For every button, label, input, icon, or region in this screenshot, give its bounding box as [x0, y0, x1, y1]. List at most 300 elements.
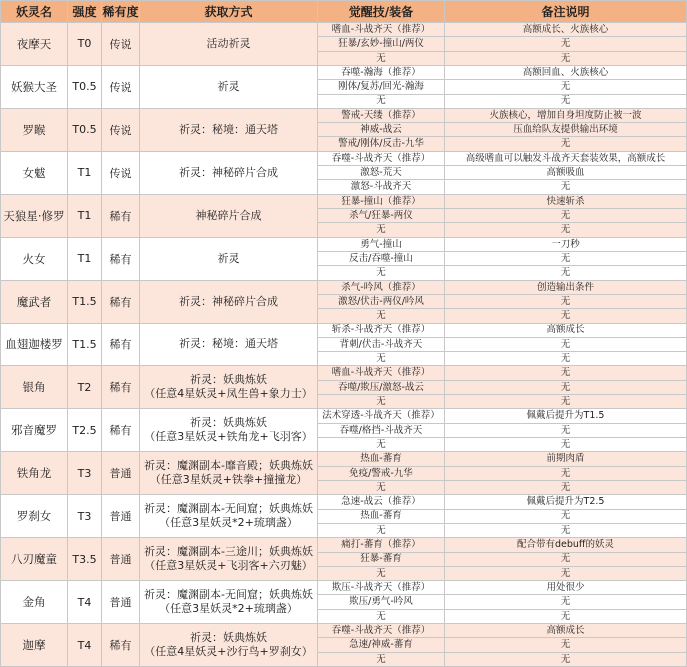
skill-equip-label: 嗜血-斗战齐天（推荐） [331, 23, 431, 35]
skill-equip-cell [318, 66, 445, 80]
skill-equip-label: 无 [376, 52, 386, 64]
note-label: 创造输出条件 [536, 281, 594, 293]
tier-label: T0.5 [72, 80, 97, 94]
note-label: 无 [560, 610, 571, 622]
rarity-label: 稀有 [109, 424, 132, 438]
header-label: 备注说明 [541, 5, 590, 19]
skill-equip-label: 欺压-斗战齐天（推荐） [331, 582, 431, 594]
rarity-cell [102, 23, 140, 66]
rarity-cell [102, 624, 140, 667]
header-cell [1, 1, 68, 23]
skill-equip-cell [318, 152, 445, 166]
skill-equip-label: 激怒/伏击-两仪/吟风 [338, 295, 424, 307]
skill-equip-label: 无 [376, 395, 386, 407]
skill-equip-label: 警戒/刚体/反击-九华 [338, 138, 424, 150]
tier-cell [68, 366, 102, 409]
tier-label: T0.5 [72, 123, 97, 137]
note-label: 无 [560, 338, 571, 350]
note-cell [445, 66, 687, 80]
rarity-label: 稀有 [109, 295, 132, 309]
header-cell [140, 1, 318, 23]
skill-equip-label: 嗜血-斗战齐天（推荐） [331, 367, 431, 379]
spirit-name-cell [1, 452, 68, 495]
skill-equip-cell [318, 180, 445, 194]
note-cell [445, 381, 687, 395]
skill-equip-label: 法术穿透-斗战齐天（推荐） [322, 410, 440, 422]
tier-label: T3 [77, 466, 92, 480]
note-label: 压血给队友提供输出环境 [513, 124, 618, 136]
tier-label: T1 [77, 166, 92, 180]
skill-equip-cell [318, 281, 445, 295]
skill-equip-cell [318, 209, 445, 223]
skill-equip-cell [318, 438, 445, 452]
tier-label: T1.5 [72, 295, 97, 309]
skill-equip-label: 狂暴/玄妙-撞山/两仪 [338, 38, 424, 50]
rarity-label: 传说 [109, 166, 132, 180]
note-label: 无 [560, 181, 571, 193]
rarity-cell [102, 66, 140, 109]
note-cell [445, 137, 687, 151]
skill-equip-cell [318, 381, 445, 395]
tier-label: T1 [77, 209, 92, 223]
spirit-name: 天狼星·修罗 [3, 208, 65, 223]
skill-equip-label: 无 [376, 438, 386, 450]
header-label: 稀有度 [102, 5, 139, 19]
spirit-name: 血翅迦楼罗 [5, 337, 63, 352]
spirit-name: 迦摩 [22, 638, 46, 653]
tier-cell [68, 152, 102, 195]
note-label: 无 [560, 224, 571, 236]
skill-equip-cell [318, 567, 445, 581]
skill-equip-cell [318, 366, 445, 380]
note-label: 高额回血、火族核心 [522, 66, 609, 78]
note-label: 高额成长 [546, 624, 585, 636]
rarity-label: 稀有 [109, 209, 132, 223]
skill-equip-cell [318, 624, 445, 638]
note-label: 无 [560, 395, 571, 407]
skill-equip-cell [318, 238, 445, 252]
note-cell [445, 52, 687, 66]
rarity-cell [102, 281, 140, 324]
note-label: 无 [560, 424, 571, 436]
rarity-label: 传说 [109, 123, 132, 137]
skill-equip-cell [318, 510, 445, 524]
tier-cell [68, 495, 102, 538]
tier-cell [68, 66, 102, 109]
note-label: 无 [560, 252, 571, 264]
note-cell [445, 281, 687, 295]
tier-label: T0 [77, 37, 92, 51]
source-line: （任意3星妖灵+飞羽客+六刃魅） [144, 559, 313, 573]
skill-equip-cell [318, 581, 445, 595]
tier-cell [68, 324, 102, 367]
skill-equip-cell [318, 52, 445, 66]
skill-equip-cell [318, 309, 445, 323]
source-line: 祈灵：魔渊副本-靡音殿；妖典炼妖 [144, 459, 313, 473]
note-label: 高级嗜血可以触发斗战齐天套装效果，高额成长 [465, 152, 666, 164]
spirit-name: 妖猴大圣 [11, 79, 57, 94]
skill-equip-cell [318, 524, 445, 538]
tier-cell [68, 581, 102, 624]
note-cell [445, 223, 687, 237]
note-cell [445, 238, 687, 252]
skill-equip-cell [318, 610, 445, 624]
tier-cell [68, 538, 102, 581]
skill-equip-label: 免疫/警戒-九华 [349, 467, 413, 479]
note-label: 无 [560, 138, 571, 150]
skill-equip-label: 无 [376, 267, 386, 279]
tier-label: T1 [77, 252, 92, 266]
skill-equip-cell [318, 223, 445, 237]
spirit-name: 八刃魔童 [11, 552, 57, 567]
skill-equip-label: 警戒-天缕（推荐） [341, 109, 421, 121]
skill-equip-cell [318, 395, 445, 409]
source-cell [140, 452, 318, 495]
source-cell [140, 366, 318, 409]
note-cell [445, 409, 687, 423]
note-label: 火族核心，增加自身坦度防止被一波 [489, 109, 642, 121]
note-cell [445, 366, 687, 380]
note-cell [445, 653, 687, 667]
skill-equip-cell [318, 295, 445, 309]
skill-equip-label: 无 [376, 524, 386, 536]
header-cell [68, 1, 102, 23]
rarity-cell [102, 581, 140, 624]
note-label: 无 [560, 381, 571, 393]
spirit-name-cell [1, 495, 68, 538]
source-cell [140, 324, 318, 367]
source-line: 神秘碎片合成 [195, 208, 262, 222]
skill-equip-cell [318, 409, 445, 423]
spirit-name-cell [1, 366, 68, 409]
note-cell [445, 624, 687, 638]
spirit-name-cell [1, 624, 68, 667]
source-line: 祈灵：魔渊副本-无间窟；妖典炼妖 [144, 502, 313, 516]
spirit-name-cell [1, 23, 68, 66]
skill-equip-label: 急速-战云（推荐） [341, 496, 421, 508]
note-cell [445, 95, 687, 109]
source-line: 祈灵：秘境：通天塔 [179, 122, 278, 136]
skill-equip-label: 欺压/勇气-吟风 [349, 596, 413, 608]
source-line: （任意4星妖灵+凤生兽+象力士） [144, 387, 313, 401]
tier-cell [68, 624, 102, 667]
skill-equip-label: 无 [376, 610, 386, 622]
skill-equip-cell [318, 109, 445, 123]
note-label: 一刀秒 [551, 238, 580, 250]
rarity-cell [102, 452, 140, 495]
note-label: 无 [560, 367, 571, 379]
source-line: 祈灵 [217, 79, 240, 93]
rarity-cell [102, 195, 140, 238]
header-label: 妖灵名 [15, 5, 52, 19]
note-label: 无 [560, 553, 571, 565]
rarity-cell [102, 409, 140, 452]
note-label: 无 [560, 524, 571, 536]
skill-equip-label: 无 [376, 353, 386, 365]
spirit-name-cell [1, 324, 68, 367]
note-label: 佩戴后提升为T1.5 [526, 410, 605, 422]
source-line: （任意4星妖灵+沙行鸟+罗刹女） [144, 645, 313, 659]
spirit-name: 邪音魔罗 [11, 423, 57, 438]
skill-equip-cell [318, 638, 445, 652]
skill-equip-cell [318, 424, 445, 438]
skill-equip-label: 无 [376, 95, 386, 107]
skill-equip-label: 斩杀-斗战齐天（推荐） [331, 324, 431, 336]
header-cell [445, 1, 687, 23]
skill-equip-label: 神威-战云 [360, 124, 402, 136]
skill-equip-label: 杀气-吟风（推荐） [341, 281, 421, 293]
source-line: 祈灵：神秘碎片合成 [179, 165, 278, 179]
note-cell [445, 452, 687, 466]
source-line: （任意3星妖灵*2+琉璃盏） [159, 516, 298, 530]
rarity-label: 普通 [109, 596, 132, 610]
skill-equip-label: 吞噬-斗战齐天（推荐） [331, 624, 431, 636]
rarity-cell [102, 109, 140, 152]
skill-equip-label: 刚体/复苏/回光-瀚海 [338, 81, 424, 93]
rarity-cell [102, 324, 140, 367]
note-cell [445, 638, 687, 652]
note-cell [445, 610, 687, 624]
note-label: 无 [560, 52, 571, 64]
spirit-name-cell [1, 581, 68, 624]
note-cell [445, 37, 687, 51]
note-label: 前期肉盾 [546, 453, 585, 465]
note-cell [445, 152, 687, 166]
spirit-name-cell [1, 66, 68, 109]
note-cell [445, 467, 687, 481]
note-cell [445, 180, 687, 194]
spirit-name-cell [1, 152, 68, 195]
note-cell [445, 595, 687, 609]
note-label: 无 [560, 481, 571, 493]
spirit-name-cell [1, 195, 68, 238]
skill-equip-label: 痛打-蕃育（推荐） [341, 539, 421, 551]
note-label: 无 [560, 81, 571, 93]
skill-equip-label: 热血-蕃育 [360, 453, 402, 465]
skill-equip-cell [318, 195, 445, 209]
note-label: 无 [560, 209, 571, 221]
source-cell [140, 238, 318, 281]
source-line: （任意3星妖灵+铁拳+撞撞龙） [149, 473, 308, 487]
tier-cell [68, 238, 102, 281]
skill-equip-cell [318, 338, 445, 352]
skill-equip-cell [318, 352, 445, 366]
note-cell [445, 266, 687, 280]
skill-equip-label: 无 [376, 224, 386, 236]
skill-equip-label: 勇气-撞山 [360, 238, 402, 250]
note-label: 无 [560, 467, 571, 479]
skill-equip-cell [318, 538, 445, 552]
note-cell [445, 510, 687, 524]
spirit-name: 魔武者 [16, 294, 52, 309]
note-label: 无 [560, 438, 571, 450]
spirit-name: 夜摩天 [16, 36, 52, 51]
source-line: 祈灵：魔渊副本-三途川；妖典炼妖 [144, 545, 313, 559]
header-label: 强度 [72, 5, 97, 19]
note-cell [445, 438, 687, 452]
skill-equip-cell [318, 595, 445, 609]
rarity-cell [102, 238, 140, 281]
skill-equip-cell [318, 266, 445, 280]
source-cell [140, 409, 318, 452]
tier-cell [68, 195, 102, 238]
skill-equip-cell [318, 553, 445, 567]
spirit-name-cell [1, 538, 68, 581]
source-cell [140, 624, 318, 667]
note-label: 配合带有debuff的妖灵 [517, 539, 614, 551]
skill-equip-cell [318, 653, 445, 667]
spirit-name-cell [1, 238, 68, 281]
rarity-label: 稀有 [109, 639, 132, 653]
rarity-label: 普通 [109, 553, 132, 567]
tier-label: T4 [77, 595, 92, 609]
note-cell [445, 295, 687, 309]
spirit-name: 罗刹女 [16, 509, 52, 524]
skill-equip-cell [318, 80, 445, 94]
rarity-label: 传说 [109, 80, 132, 94]
note-cell [445, 166, 687, 180]
note-label: 无 [560, 639, 571, 651]
skill-equip-label: 反击/吞噬-撞山 [349, 252, 413, 264]
skill-equip-label: 无 [376, 481, 386, 493]
source-line: 祈灵 [217, 251, 240, 265]
rarity-label: 普通 [109, 510, 132, 524]
tier-label: T3 [77, 509, 92, 523]
tier-cell [68, 281, 102, 324]
rarity-cell [102, 495, 140, 538]
rarity-label: 稀有 [109, 252, 132, 266]
note-cell [445, 252, 687, 266]
tier-cell [68, 452, 102, 495]
skill-equip-label: 急速/神威-蕃育 [349, 639, 413, 651]
note-label: 高额吸血 [546, 167, 585, 179]
source-cell [140, 495, 318, 538]
skill-equip-cell [318, 324, 445, 338]
rarity-label: 稀有 [109, 338, 132, 352]
skill-equip-cell [318, 95, 445, 109]
spirit-name-cell [1, 409, 68, 452]
note-cell [445, 195, 687, 209]
skill-equip-cell [318, 452, 445, 466]
note-label: 无 [560, 353, 571, 365]
note-cell [445, 395, 687, 409]
skill-equip-label: 杀气/狂暴-两仪 [349, 209, 413, 221]
source-line: 祈灵：妖典炼妖 [190, 416, 267, 430]
skill-equip-label: 激怒-荒天 [360, 167, 402, 179]
note-label: 快速斩杀 [546, 195, 585, 207]
skill-equip-label: 吞噬-斗战齐天（推荐） [331, 152, 431, 164]
header-label: 获取方式 [204, 5, 253, 19]
note-cell [445, 80, 687, 94]
rarity-label: 普通 [109, 467, 132, 481]
rarity-cell [102, 538, 140, 581]
skill-equip-label: 背刺/伏击-斗战齐天 [339, 338, 423, 350]
tier-label: T3.5 [72, 552, 97, 566]
note-cell [445, 123, 687, 137]
note-label: 高额成长 [546, 324, 585, 336]
source-line: （任意3星妖灵+铁角龙+飞羽客） [144, 430, 313, 444]
note-cell [445, 567, 687, 581]
note-cell [445, 538, 687, 552]
spirit-name: 铁角龙 [16, 466, 52, 481]
note-label: 无 [560, 567, 571, 579]
tier-cell [68, 409, 102, 452]
spirit-name-cell [1, 281, 68, 324]
source-line: 祈灵：妖典炼妖 [190, 373, 267, 387]
source-line: 祈灵：秘境：通天塔 [179, 337, 278, 351]
skill-equip-label: 无 [376, 653, 386, 665]
note-cell [445, 338, 687, 352]
spirit-name: 女魃 [22, 165, 46, 180]
skill-equip-cell [318, 37, 445, 51]
skill-equip-label: 狂暴-蕃育 [360, 553, 402, 565]
tier-label: T1.5 [72, 337, 97, 351]
note-cell [445, 109, 687, 123]
skill-equip-cell [318, 123, 445, 137]
note-cell [445, 23, 687, 37]
note-label: 无 [560, 267, 571, 279]
note-cell [445, 495, 687, 509]
skill-equip-cell [318, 252, 445, 266]
note-label: 无 [560, 510, 571, 522]
source-cell [140, 195, 318, 238]
skill-equip-label: 无 [376, 567, 386, 579]
skill-equip-cell [318, 467, 445, 481]
source-cell [140, 538, 318, 581]
skill-equip-label: 吞噬/格挡-斗战齐天 [339, 424, 423, 436]
tier-cell [68, 109, 102, 152]
rarity-cell [102, 366, 140, 409]
skill-equip-label: 吞噬/欺压/激怒-战云 [338, 381, 424, 393]
skill-equip-label: 无 [376, 310, 386, 322]
rarity-label: 稀有 [109, 381, 132, 395]
spirit-name: 银角 [22, 380, 46, 395]
rarity-cell [102, 152, 140, 195]
skill-equip-cell [318, 495, 445, 509]
note-label: 无 [560, 653, 571, 665]
note-cell [445, 209, 687, 223]
spirit-name: 金角 [22, 595, 46, 610]
tier-label: T2 [77, 380, 92, 394]
note-cell [445, 481, 687, 495]
rarity-label: 传说 [109, 37, 132, 51]
note-label: 佩戴后提升为T2.5 [526, 496, 605, 508]
note-cell [445, 309, 687, 323]
note-cell [445, 553, 687, 567]
note-cell [445, 524, 687, 538]
spirit-name-cell [1, 109, 68, 152]
source-cell [140, 109, 318, 152]
source-line: 活动祈灵 [206, 36, 251, 50]
skill-equip-cell [318, 481, 445, 495]
tier-label: T2.5 [72, 423, 97, 437]
skill-equip-label: 热血-蕃育 [360, 510, 402, 522]
source-line: （任意3星妖灵*2+琉璃盏） [159, 602, 298, 616]
note-label: 高额成长、火族核心 [522, 23, 609, 35]
source-line: 祈灵：妖典炼妖 [190, 631, 267, 645]
source-cell [140, 66, 318, 109]
header-cell [102, 1, 140, 23]
header-label: 觉醒技/装备 [348, 5, 414, 19]
note-label: 无 [560, 310, 571, 322]
note-label: 无 [560, 295, 571, 307]
skill-equip-label: 吞噬-瀚海（推荐） [341, 66, 421, 78]
source-cell [140, 281, 318, 324]
note-label: 无 [560, 596, 571, 608]
skill-equip-label: 激怒-斗战齐天 [350, 181, 412, 193]
note-cell [445, 424, 687, 438]
source-cell [140, 581, 318, 624]
